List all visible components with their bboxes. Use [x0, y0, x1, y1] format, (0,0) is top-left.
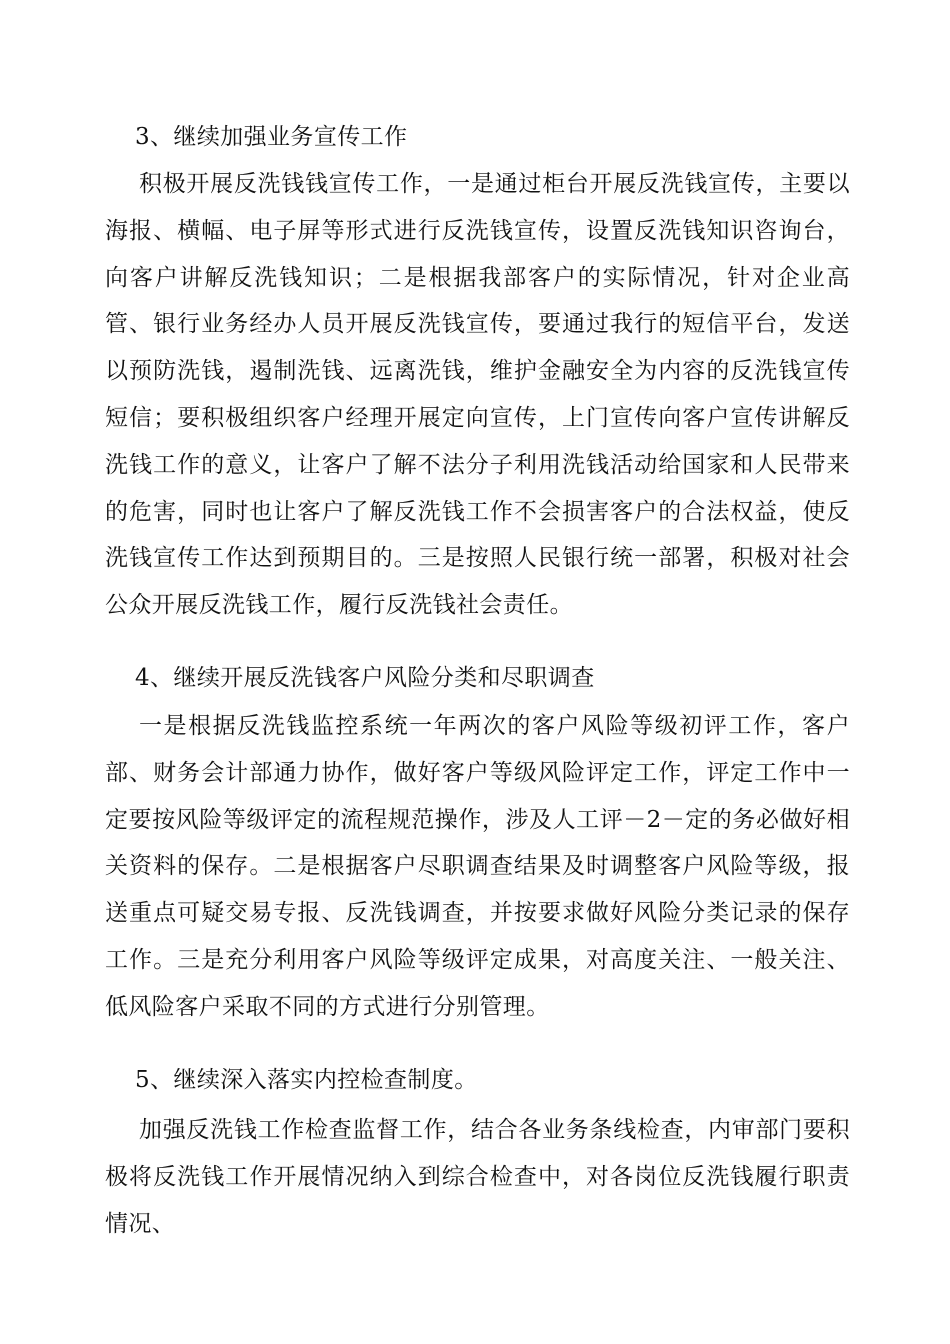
section-heading-4: 4、继续开展反洗钱客户风险分类和尽职调查 [135, 665, 595, 691]
section-heading-5: 5、继续深入落实内控检查制度。 [135, 1067, 478, 1093]
section-paragraph-5: 加强反洗钱工作检查监督工作，结合各业务条线检查，内审部门要积极将反洗钱工作开展情况纳入到综合检查中，对各岗位反洗钱履行职责情况、 [105, 1117, 850, 1237]
section-paragraph-4: 一是根据反洗钱监控系统一年两次的客户风险等级初评工作，客户部、财务会计部通力协作，做好客户等级风险评定工作，评定工作中一定要按风险等级评定的流程规范操作，涉及人工评－2－定的务必做好相关资料的保存。二是根据客户尽职调查结果及时调整客户风险等级，报送重点可疑交易专报、反洗钱调查，并按要求做好风险分类记录的保存工作。三是充分利用客户风险等级评定成果，对高度关注、一般关注、低风险客户采取不同的方式进行分别管理。 [105, 713, 850, 1020]
section-paragraph-3: 积极开展反洗钱钱宣传工作，一是通过柜台开展反洗钱宣传，主要以海报、横幅、电子屏等形式进行反洗钱宣传，设置反洗钱知识咨询台，向客户讲解反洗钱知识；二是根据我部客户的实际情况，针对企业高管、银行业务经办人员开展反洗钱宣传，要通过我行的短信平台，发送以预防洗钱，遏制洗钱、远离洗钱，维护金融安全为内容的反洗钱宣传短信；要积极组织客户经理开展定向宣传，上门宣传向客户宣传讲解反洗钱工作的意义，让客户了解不法分子利用洗钱活动给国家和人民带来的危害，同时也让客户了解反洗钱工作不会损害客户的合法权益，使反洗钱宣传工作达到预期目的。三是按照人民银行统一部署，积极对社会公众开展反洗钱工作，履行反洗钱社会责任。 [105, 171, 850, 619]
section-heading-3: 3、继续加强业务宣传工作 [135, 124, 408, 150]
